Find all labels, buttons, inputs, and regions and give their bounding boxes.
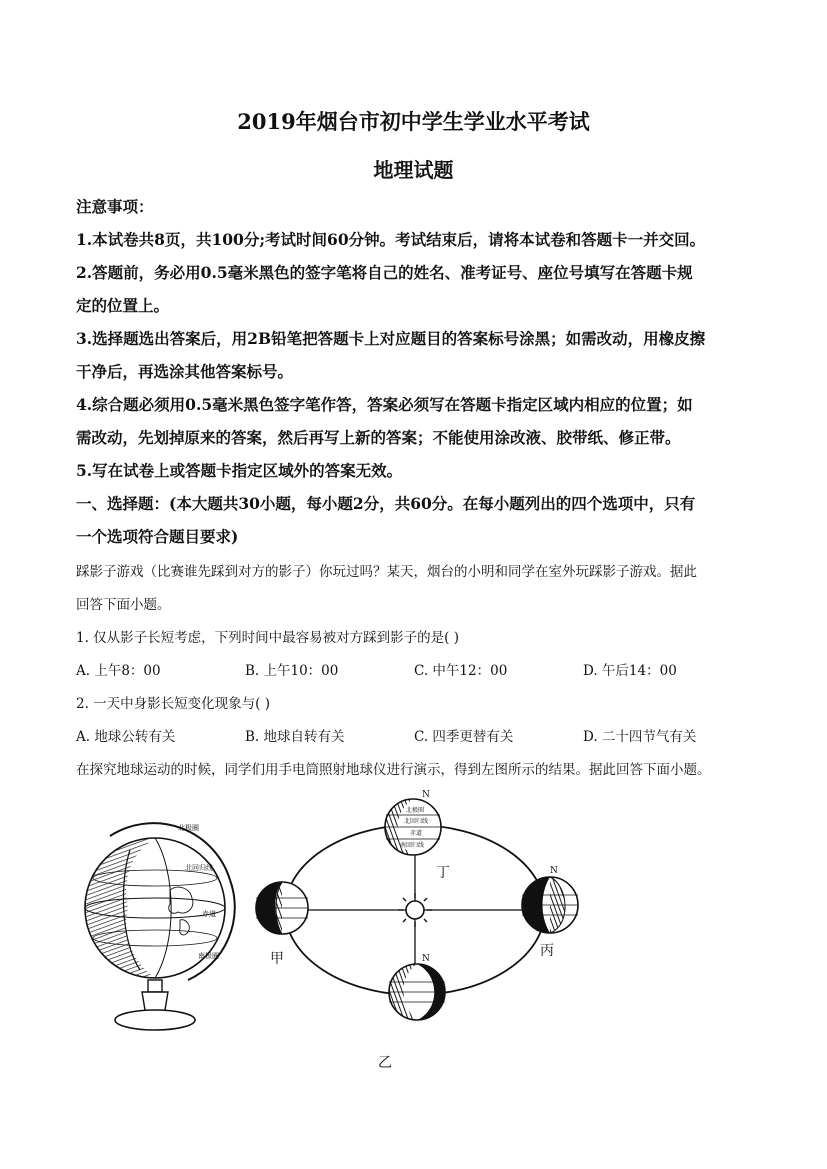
note-line: 4.综合题必须用0.5毫米黑色签字笔作答，答案必须写在答题卡指定区域内相应的位置；如: [76, 395, 693, 414]
globe-yi: [389, 954, 445, 1020]
q1-option-c[interactable]: C. 中午12：00: [414, 663, 508, 679]
q1-option-a[interactable]: A. 上午8：00: [76, 663, 161, 679]
ding-globe-label: 赤道: [410, 830, 423, 837]
orbit-figure: [250, 785, 590, 1075]
ding-globe-label: 南回归线: [400, 842, 425, 849]
globe-figure: [70, 820, 240, 1040]
intro-text: 踩影子游戏（比赛谁先踩到对方的影子）你玩过吗？某天，烟台的小明和同学在室外玩踩影子游戏。据此: [76, 564, 697, 580]
globe-label: 北极圈: [178, 824, 199, 832]
label-yi: 乙: [378, 1055, 392, 1071]
ding-globe-label: 北极圈: [406, 807, 425, 814]
question-2-stem: 2. 一天中身影长短变化现象与( ): [76, 696, 270, 712]
note-line: 2.答题前，务必用0.5毫米黑色的签字笔将自己的姓名、准考证号、座位号填写在答题卡规: [76, 263, 693, 282]
globe-label: 赤道: [202, 910, 216, 918]
note-line: 1.本试卷共8页，共100分;考试时间60分钟。考试结束后，请将本试卷和答题卡一并交回。: [76, 230, 706, 249]
pole-label: N: [422, 954, 430, 964]
globe-jia: [256, 882, 308, 934]
ding-globe-label: 北回归线: [404, 818, 429, 825]
label-jia: 甲: [270, 951, 284, 967]
q2-option-a[interactable]: A. 地球公转有关: [76, 729, 176, 745]
globe-label: 南极圈: [198, 952, 219, 960]
notes-heading: 注意事项：: [76, 197, 154, 216]
globe-label: 北回归线: [185, 864, 213, 872]
note-line: 3.选择题选出答案后，用2B铅笔把答题卡上对应题目的答案标号涂黑；如需改动，用橡皮擦: [76, 329, 706, 348]
q2-option-b[interactable]: B. 地球自转有关: [245, 729, 345, 745]
globe-bing: [522, 866, 578, 933]
note-line: 需改动，先划掉原来的答案，然后再写上新的答案；不能使用涂改液、胶带纸、修正带。: [76, 428, 681, 447]
note-line: 定的位置上。: [76, 296, 170, 315]
label-ding: 丁: [436, 865, 450, 881]
q2-option-c[interactable]: C. 四季更替有关: [414, 729, 514, 745]
section-heading-cont: 一个选项符合题目要求): [76, 527, 239, 546]
note-line: 干净后，再选涂其他答案标号。: [76, 362, 294, 381]
pole-label: N: [550, 866, 558, 876]
intro-text: 回答下面小题。: [76, 597, 171, 613]
globe-ding: [385, 790, 441, 855]
question-1-stem: 1. 仅从影子长短考虑，下列时间中最容易被对方踩到影子的是( ): [76, 630, 459, 646]
q2-option-d[interactable]: D. 二十四节气有关: [583, 729, 697, 745]
exam-subtitle: 地理试题: [373, 158, 454, 182]
q1-option-d[interactable]: D. 午后14：00: [583, 663, 677, 679]
q1-option-b[interactable]: B. 上午10：00: [245, 663, 339, 679]
label-bing: 丙: [540, 943, 554, 959]
intro-text-2: 在探究地球运动的时候，同学们用手电筒照射地球仪进行演示，得到左图所示的结果。据此回答下面小题。: [76, 762, 711, 778]
pole-label: N: [422, 790, 430, 800]
exam-title: 2019年烟台市初中学生学业水平考试: [237, 109, 590, 134]
section-heading: 一、选择题：(本大题共30小题，每小题2分，共60分。在每小题列出的四个选项中，只有: [76, 494, 696, 513]
note-line: 5.写在试卷上或答题卡指定区域外的答案无效。: [76, 461, 403, 480]
